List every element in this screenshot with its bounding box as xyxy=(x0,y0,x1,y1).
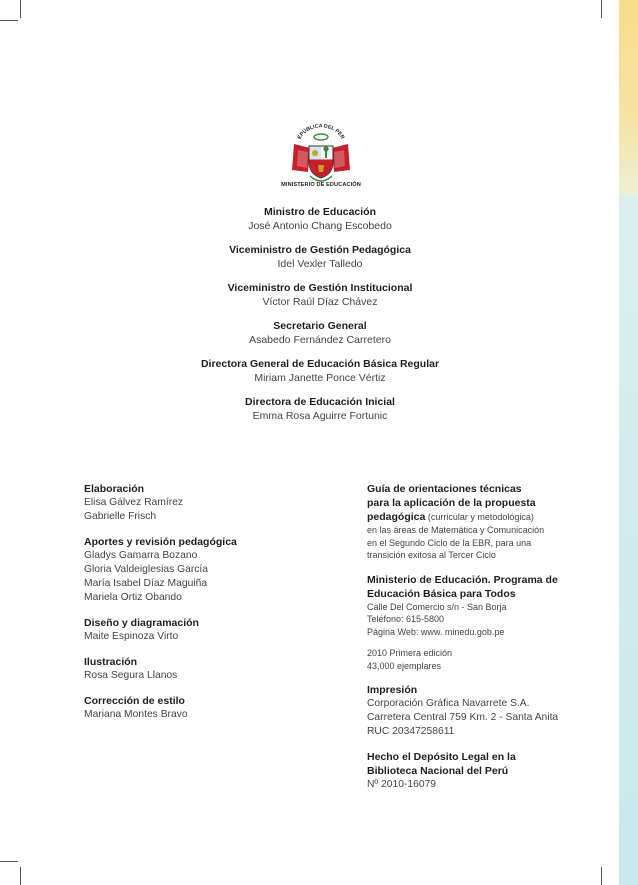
website-line: Página Web: www. minedu.gob.pe xyxy=(367,626,505,637)
authorities-list xyxy=(170,205,470,433)
section-title: Corrección de estilo xyxy=(84,695,185,707)
strip-cyan xyxy=(619,195,638,885)
crop-mark xyxy=(601,0,602,18)
section-line: Gloria Valdeiglesias García xyxy=(84,564,208,575)
credit-name: José Antonio Chang Escobedo xyxy=(248,220,392,232)
section-line: Gladys Gamarra Bozano xyxy=(84,550,198,561)
section-line: María Isabel Díaz Maguiña xyxy=(84,578,208,589)
svg-text:REPÚBLICA DEL PERÚ xyxy=(288,120,345,141)
section-title: Aportes y revisión pedagógica xyxy=(84,536,237,548)
side-color-strip xyxy=(619,0,638,885)
credit-name: Idel Vexler Talledo xyxy=(277,258,363,270)
legal-deposit-title: Hecho el Depósito Legal en la xyxy=(367,751,516,763)
section-line: Rosa Segura Llanos xyxy=(84,670,178,681)
crop-mark xyxy=(601,867,602,885)
guide-title: para la aplicación de la propuesta xyxy=(367,497,536,509)
ministry-tag: MINISTERIO DE EDUCACIÓN xyxy=(281,182,361,188)
credit-role: Directora de Educación Inicial xyxy=(245,396,395,408)
publication-info-column xyxy=(367,482,577,792)
section-title: Ilustración xyxy=(84,656,138,668)
credit-block xyxy=(170,395,470,423)
section-line: Mariela Ortiz Obando xyxy=(84,592,182,603)
credit-name: Asabedo Fernández Carretero xyxy=(249,334,391,346)
guide-title: Guía de orientaciones técnicas xyxy=(367,483,522,495)
program-title: Ministerio de Educación. Programa de xyxy=(367,573,558,586)
section-line: Mariana Montes Bravo xyxy=(84,709,188,720)
credit-role: Viceministro de Gestión Pedagógica xyxy=(229,244,411,256)
credit-role: Directora General de Educación Básica Regular xyxy=(200,358,440,370)
guide-description: transición exitosa al Tercer Ciclo xyxy=(367,550,496,560)
section-line: Maite Espinoza Virto xyxy=(84,631,179,642)
printer-line: Corporación Gráfica Navarrete S.A. xyxy=(367,698,530,709)
emblem-motto: EPÚBLICA DEL PER xyxy=(296,123,346,141)
address-line: Calle Del Comercio s/n - San Borja xyxy=(367,601,507,612)
section-line: Elisa Gálvez Ramírez xyxy=(84,497,183,508)
staff-column xyxy=(84,482,304,722)
crop-mark xyxy=(20,0,21,18)
credit-block xyxy=(170,281,470,309)
credit-name: Miriam Janette Ponce Vértiz xyxy=(254,372,386,384)
credit-block xyxy=(170,243,470,271)
credit-block xyxy=(170,357,470,385)
print-run-line: 43,000 ejemplares xyxy=(367,660,442,671)
guide-title-line xyxy=(367,510,577,524)
section-line: Gabrielle Frisch xyxy=(84,511,157,522)
section-title: Diseño y diagramación xyxy=(84,617,199,629)
credit-role: Viceministro de Gestión Institucional xyxy=(227,282,413,294)
guide-description: en las áreas de Matemática y Comunicación xyxy=(367,525,545,535)
guide-title: pedagógica xyxy=(367,511,426,523)
credit-role: Secretario General xyxy=(273,320,367,332)
crop-mark xyxy=(0,20,18,21)
guide-subtitle: (curricular y metodológica) xyxy=(425,512,534,522)
crop-mark xyxy=(20,867,21,885)
credit-block xyxy=(170,319,470,347)
edition-line: 2010 Primera edición xyxy=(367,648,453,658)
printer-line: RUC 20347258611 xyxy=(367,726,455,737)
credit-block xyxy=(170,205,470,233)
legal-deposit-title: Biblioteca Nacional del Perú xyxy=(367,765,509,777)
phone-line: Teléfono: 615-5800 xyxy=(367,614,445,624)
strip-yellow xyxy=(619,0,638,195)
credit-role: Ministro de Educación xyxy=(263,206,376,218)
credit-name: Víctor Raúl Díaz Chávez xyxy=(262,296,378,308)
guide-description: en el Segundo Ciclo de la EBR, para una xyxy=(367,537,532,548)
program-title: Educación Básica para Todos xyxy=(367,587,516,600)
legal-deposit-number: Nº 2010-16079 xyxy=(367,779,437,790)
printing-title: Impresión xyxy=(367,684,418,696)
crop-mark xyxy=(0,861,18,862)
credit-name: Emma Rosa Aguirre Fortunic xyxy=(252,410,388,422)
section-title: Elaboración xyxy=(84,483,145,495)
printer-line: Carretera Central 759 Km. 2 - Santa Anita xyxy=(367,712,559,723)
